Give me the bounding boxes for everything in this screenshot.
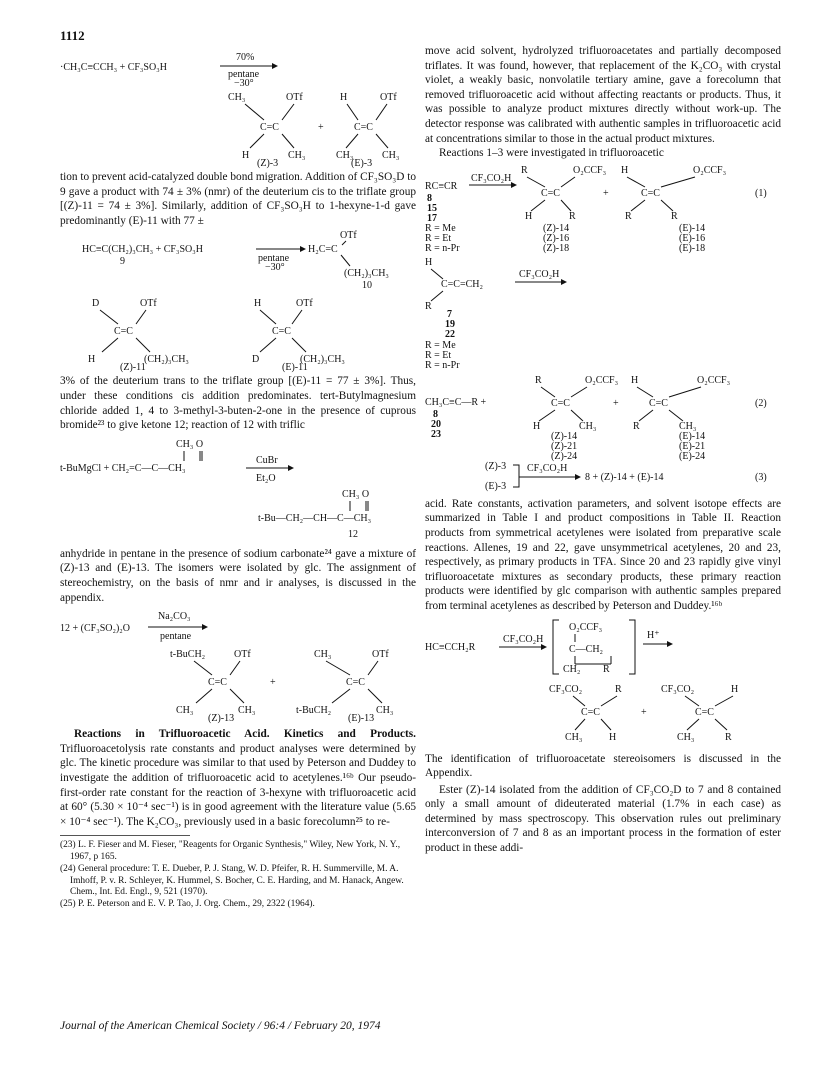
svg-text:H: H [533,420,541,432]
scheme-hexyne-triflation [60,232,416,292]
reaction-lhs: t-BuMgCl + CH₂=C—C—CH₃ [60,462,186,474]
svg-text:+: + [603,187,609,199]
left-paragraph-1: tion to prevent acid-catalyzed double bond migration. Addition of CF₃SO₃D to 9 gave a product with 74 ± 3% (nmr) of the deuterium cis to the triflate group [(Z)-11 = 74 ± 3%]. Similarly, addition of CF₃SO₃H to 1-hexyne-1-d gave predominantly (E)-11 with 77 ± [60,171,416,227]
svg-text:OTf: OTf [296,298,313,310]
svg-text:O₂CCF₃: O₂CCF₃ [697,374,731,386]
svg-text:R: R [535,374,542,386]
svg-text:H: H [242,150,250,161]
svg-text:CH₃ O: CH₃ O [176,438,204,450]
svg-text:R: R [569,210,576,222]
svg-text:C—CH₂: C—CH₂ [569,643,604,655]
svg-text:D: D [252,354,260,366]
svg-text:CuBr: CuBr [256,454,278,466]
svg-text:CH₃: CH₃ [579,420,597,432]
svg-text:H⁺: H⁺ [647,629,660,641]
svg-text:R = Et: R = Et [425,232,452,244]
svg-text:O₂CCF₃: O₂CCF₃ [693,164,727,176]
svg-text:CF₃CO₂: CF₃CO₂ [661,683,695,695]
svg-text:+: + [270,677,276,689]
svg-text:C=C: C=C [272,326,291,338]
svg-text:CH₃: CH₃ [288,150,306,161]
equation-1 [425,164,781,254]
eq2-number: (2) [755,397,767,409]
svg-text:7: 7 [447,308,452,320]
svg-text:(E)-3: (E)-3 [485,480,507,492]
svg-text:t-Bu—CH₂—CH—C—CH₃: t-Bu—CH₂—CH—C—CH₃ [258,512,372,524]
svg-text:(Z)-18: (Z)-18 [543,242,570,254]
svg-text:(E)-24: (E)-24 [679,450,706,462]
eq2-lhs: CH₃C≡C—R + [425,396,487,408]
scheme-butyne-triflation [60,48,416,169]
label-z3: (Z)-3 [257,158,279,169]
svg-text:CH₃ O: CH₃ O [342,488,370,500]
svg-text:OTf: OTf [372,649,389,661]
svg-text:(E)-18: (E)-18 [679,242,706,254]
svg-text:Na₂CO₃: Na₂CO₃ [158,611,191,623]
svg-text:H: H [609,731,617,743]
svg-text:(Z)-24: (Z)-24 [551,450,578,462]
svg-text:(CH₂)₃CH₃: (CH₂)₃CH₃ [300,354,345,366]
svg-text:C=C: C=C [114,326,133,338]
compound-10: 10 [362,280,372,292]
svg-text:(Z)-3: (Z)-3 [485,460,507,472]
svg-text:t-BuCH₂: t-BuCH₂ [170,649,206,661]
eq1-lhs: RC≡CR [425,180,458,192]
left-paragraph-2: 3% of the deuterium trans to the triflate group [(E)-11 = 77 ± 3%]. Thus, under these conditions cis addition predominates. tert-Butylmagnesium chloride added 1, 4 to 3-methyl-3-buten-2-one in the presence of cuprous bromide²³ to give ketone 12; reaction of 12 with triflic [60,375,416,432]
page-number: 1112 [60,28,85,43]
svg-text:C=C: C=C [551,397,570,409]
svg-text:Et₂O: Et₂O [256,472,276,484]
svg-text:R: R [625,210,632,222]
svg-text:17: 17 [427,212,437,224]
right-paragraph-3: acid. Rate constants, activation parameters, and solvent isotope effects are summarized in Table I and product compositions in Table II. Reaction products from symmetrical acetylenes were isolated from preparative scale reactions. Allenes, 19 and 22, gave unsymmetrical acetylenes, 20 and 23, respectively, as primary products in TFA. Since 20 and 23 rapidly give vinyl trifluoroacetate mixtures as secondary products, these primary reaction products were identified by glc comparison with authentic samples prepared from terminal acetylenes as described by Peterson and Duddey.¹⁶ᵇ [425,497,781,612]
svg-text:CH₃: CH₃ [238,705,256,717]
svg-text:CH₃: CH₃ [336,150,354,161]
svg-text:−30°: −30° [265,262,285,274]
svg-text:CH₃: CH₃ [679,420,697,432]
label-e13: (E)-13 [348,713,375,725]
svg-text:C=C: C=C [354,122,373,133]
svg-text:CF₃CO₂H: CF₃CO₂H [527,462,568,474]
svg-text:CH₃: CH₃ [565,731,583,743]
svg-text:C=C: C=C [541,187,560,199]
svg-text:D: D [92,298,100,310]
svg-text:19: 19 [445,318,455,330]
svg-text:(Z)-16: (Z)-16 [543,232,570,244]
svg-text:H: H [88,354,96,366]
equation-2 [425,374,781,462]
allene-r-defs: R = Me R = Et R = n-Pr [425,339,460,371]
arrow-temp: −30° [234,78,254,89]
svg-text:(Z)-14: (Z)-14 [543,222,570,234]
label-e11: (E)-11 [282,362,308,374]
svg-text:pentane: pentane [258,253,290,265]
svg-text:(Z)-14: (Z)-14 [551,430,578,442]
right-paragraph-1: move acid solvent, hydrolyzed trifluoroacetates and partially decomposed triflates. It was found, however, that replacement of the K₂CO₃ with crystal violet, a weakly basic, nonvolatile tertiary amine, gave a forecolumn that removed trifluoroacetic acid without affecting reactants or products. Thus, it was possible to analyze product mixtures directly without work-up. The detector response was calibrated with authentic samples in trifluoroacetic acid at concentrations similar to those in the actual product mixtures. [425,45,781,145]
arrow-condition: 70% [236,52,255,63]
svg-text:(CH₂)₃CH₃: (CH₂)₃CH₃ [344,268,389,280]
svg-text:C=C: C=C [649,397,668,409]
footnote-23: (23) L. F. Fieser and M. Fieser, "Reagents for Organic Synthesis," Wiley, New York, N. Y., 1967, p 165. [60,840,401,863]
svg-text:(E)-16: (E)-16 [679,232,706,244]
svg-text:OTf: OTf [140,298,157,310]
scheme-grignard-addition [60,437,416,543]
svg-text:R: R [615,683,622,695]
svg-text:R: R [633,420,640,432]
equation-3 [425,459,781,493]
svg-text:22: 22 [445,328,455,340]
svg-text:(E)-21: (E)-21 [679,440,706,452]
compound-12: 12 [348,528,358,540]
svg-text:8: 8 [427,192,432,204]
svg-text:OTf: OTf [234,649,251,661]
footnote-24: (24) General procedure: T. E. Dueber, P. J. Stang, W. D. Pfeifer, R. H. Summerville, M. A. Imhoff, P. v. R. Schleyer, K. Hummel, S. Bocher, C. E. Harding, and M. Hanack, Angew. Chem., Int. Ed. Engl., 9, 521 (1970). [60,863,404,898]
svg-text:CH₃: CH₃ [314,649,332,661]
svg-text:CH₃: CH₃ [677,731,695,743]
svg-text:OTf: OTf [286,92,303,103]
reaction-lhs: HC≡C(CH₂)₃CH₃ + CF₃SO₃H [82,244,203,256]
svg-text:CH₃: CH₃ [382,150,400,161]
svg-text:CH₃: CH₃ [176,705,194,717]
svg-text:t-BuCH₂: t-BuCH₂ [296,705,332,717]
right-column [425,44,781,856]
svg-text:R: R [425,300,432,312]
svg-text:20: 20 [431,418,441,430]
left-paragraph-4: Reactions in Trifluoroacetic Acid. Kinetics and Products. Trifluoroacetolysis rate constants and product analyses were determined by glc. The kinetic procedure was similar to that used by Peterson and Duddey to investigate the addition of trifluoroacetic acid to acetylenes.¹⁶ᵇ Our pseudo-first-order rate constant for the reaction of 3-hexyne with trifluoroacetic acid at 60° (5.30 × 10⁻⁴ sec⁻¹) is in good agreement with the literature value (5.65 × 10⁻⁴ sec⁻¹). The K₂CO₃, previously used in a basic forecolumn²⁵ to re- [60,728,416,828]
svg-text:H: H [254,298,262,310]
reaction-lhs: HC≡CCH₂R [425,641,476,653]
svg-text:O₂CCF₃: O₂CCF₃ [569,621,603,633]
svg-text:(Z)-21: (Z)-21 [551,440,578,452]
svg-text:O₂CCF₃: O₂CCF₃ [573,164,607,176]
svg-text:R: R [725,731,732,743]
svg-text:R = n-Pr: R = n-Pr [425,242,460,254]
journal-footer: Journal of the American Chemical Society / 96:4 / February 20, 1974 [60,1020,381,1032]
svg-text:pentane: pentane [160,631,192,643]
reaction-lhs: 12 + (CF₃SO₂)₂O [60,623,130,635]
svg-text:H: H [425,256,433,268]
svg-text:(E)-14: (E)-14 [679,430,706,442]
svg-text:C=C=CH₂: C=C=CH₂ [441,278,483,290]
svg-text:C=C: C=C [641,187,660,199]
svg-text:CF₃CO₂: CF₃CO₂ [549,683,583,695]
arrow-solvent: pentane [228,69,260,80]
svg-text:CF₃CO₂H: CF₃CO₂H [471,172,512,184]
svg-text:R: R [671,210,678,222]
svg-text:C=C: C=C [581,706,600,718]
svg-text:H: H [631,374,639,386]
footnote-rule [60,835,190,836]
svg-text:R: R [603,663,610,675]
svg-text:H: H [525,210,533,222]
label-z11: (Z)-11 [120,362,146,374]
svg-text:C=C: C=C [695,706,714,718]
section-heading: Reactions in Trifluoroacetic Acid. Kinetics and Products. [74,728,416,741]
svg-text:+: + [641,706,647,718]
right-paragraph-5: Ester (Z)-14 isolated from the addition of CF₃CO₂D to 7 and 8 contained only a small amount of dideuterated material (1.7% in each case) as determined by mass spectroscopy. This observation rules out preliminary interconversion of 7 and 8 as an important process in the formation of ester product in these addi- [425,783,781,855]
svg-text:H: H [340,92,348,103]
svg-text:8: 8 [433,408,438,420]
compound-9: 9 [120,256,125,268]
right-paragraph-4: The identification of trifluoroacetate stereoisomers is discussed in the Appendix. [425,752,781,780]
svg-text:CH₃: CH₃ [228,92,246,103]
reaction-lhs: ·CH₃C≡CCH₃ + CF₃SO₃H [60,62,167,73]
label-e3: (E)-3 [351,158,373,169]
svg-text:CH₃: CH₃ [376,705,394,717]
right-paragraph-2: Reactions 1–3 were investigated in trifluoroacetic [439,147,664,160]
left-column [60,44,416,911]
svg-text:15: 15 [427,202,437,214]
svg-text:CH₂: CH₂ [563,663,581,675]
svg-text:CF₃CO₂H: CF₃CO₂H [519,268,560,280]
eq3-products: 8 + (Z)-14 + (E)-14 [585,471,664,483]
svg-text:R = Me: R = Me [425,222,456,234]
svg-text:H: H [731,683,739,695]
scheme-deuterio-triflates [60,296,416,374]
svg-text:OTf: OTf [340,230,357,242]
svg-text:CF₃CO₂H: CF₃CO₂H [503,633,544,645]
left-paragraph-3: anhydride in pentane in the presence of sodium carbonate²⁴ gave a mixture of (Z)-13 and (E)-13. The isomers were isolated by glc. The assignment of stereochemistry, on the basis of nmr and ir analyses, is discussed in the appendix. [60,547,416,604]
eq1-number: (1) [755,187,767,199]
svg-text:O₂CCF₃: O₂CCF₃ [585,374,619,386]
label-z13: (Z)-13 [208,713,235,725]
svg-text:C=C: C=C [346,677,365,689]
allene-scheme [425,255,781,339]
svg-text:C=C: C=C [208,677,227,689]
svg-text:C=C: C=C [260,122,279,133]
svg-text:R: R [521,164,528,176]
svg-text:+: + [613,397,619,409]
svg-text:H₂C=C: H₂C=C [308,244,338,256]
svg-text:+: + [318,122,324,133]
svg-text:H: H [621,164,629,176]
svg-text:23: 23 [431,428,441,440]
scheme-terminal-acetylene [425,618,781,748]
svg-text:OTf: OTf [380,92,397,103]
scheme-triflic-anhydride [60,609,416,725]
footnote-25: (25) P. E. Peterson and E. V. P. Tao, J. Org. Chem., 29, 2322 (1964). [60,899,315,910]
svg-text:(E)-14: (E)-14 [679,222,706,234]
eq3-number: (3) [755,471,767,483]
svg-text:(CH₂)₃CH₃: (CH₂)₃CH₃ [144,354,189,366]
